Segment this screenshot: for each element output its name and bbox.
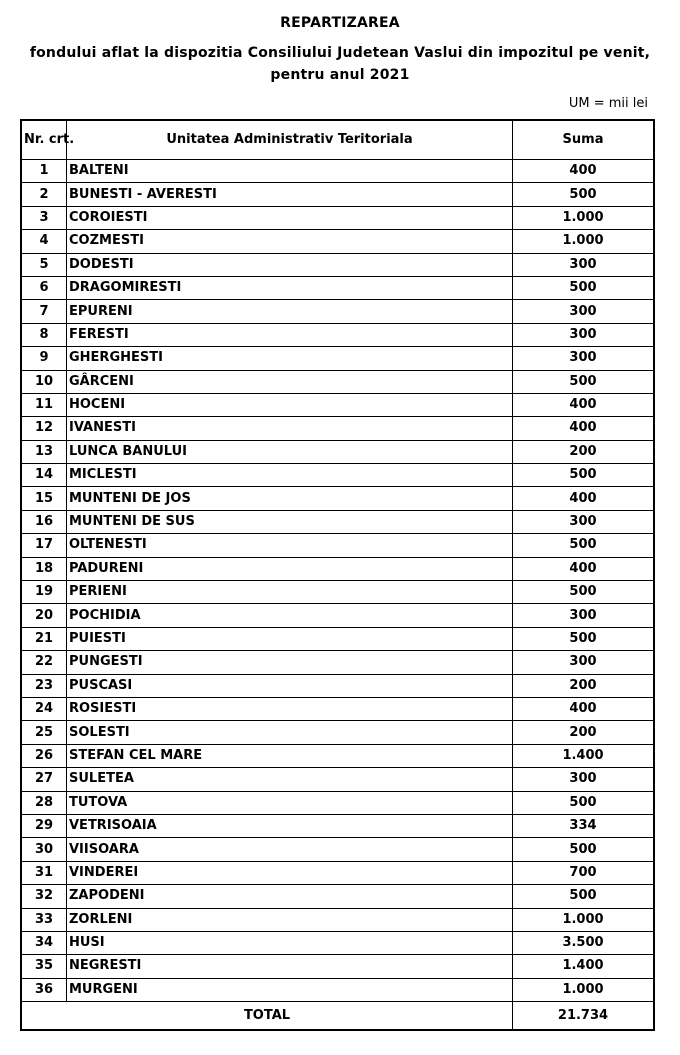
column-header-sum: Suma — [513, 120, 655, 160]
row-sum: 400 — [513, 487, 655, 510]
row-sum: 700 — [513, 861, 655, 884]
row-number: 34 — [21, 931, 67, 954]
document-subtitle-line1: fondului aflat la dispozitia Consiliului Judetean Vaslui din impozitul pe venit, — [29, 45, 651, 61]
table-row — [21, 721, 654, 744]
row-sum: 1.000 — [513, 230, 655, 253]
column-header-name: Unitatea Administrativ Teritoriala — [67, 120, 513, 160]
row-unit-name: PERIENI — [67, 581, 513, 604]
row-unit-name: VINDEREI — [67, 861, 513, 884]
row-unit-name: MUNTENI DE SUS — [67, 510, 513, 533]
row-number: 31 — [21, 861, 67, 884]
table-body — [21, 160, 654, 1031]
row-sum: 400 — [513, 160, 655, 183]
unit-note: UM = mii lei — [568, 96, 648, 111]
row-unit-name: HUSI — [67, 931, 513, 954]
table-row — [21, 651, 654, 674]
row-number: 33 — [21, 908, 67, 931]
row-sum: 500 — [513, 183, 655, 206]
table-row — [21, 487, 654, 510]
row-unit-name: DRAGOMIRESTI — [67, 276, 513, 299]
row-number: 1 — [21, 160, 67, 183]
row-number: 13 — [21, 440, 67, 463]
table-row — [21, 814, 654, 837]
row-sum: 500 — [513, 370, 655, 393]
row-sum: 500 — [513, 464, 655, 487]
row-number: 7 — [21, 300, 67, 323]
row-number: 25 — [21, 721, 67, 744]
row-unit-name: STEFAN CEL MARE — [67, 744, 513, 767]
row-sum: 1.000 — [513, 908, 655, 931]
row-unit-name: HOCENI — [67, 393, 513, 416]
row-sum: 1.000 — [513, 206, 655, 229]
row-number: 11 — [21, 393, 67, 416]
table-row — [21, 393, 654, 416]
row-number: 3 — [21, 206, 67, 229]
row-unit-name: GHERGHESTI — [67, 347, 513, 370]
row-sum: 300 — [513, 604, 655, 627]
table-row — [21, 206, 654, 229]
row-sum: 500 — [513, 838, 655, 861]
row-unit-name: BUNESTI - AVERESTI — [67, 183, 513, 206]
row-number: 6 — [21, 276, 67, 299]
table-row — [21, 838, 654, 861]
row-unit-name: OLTENESTI — [67, 534, 513, 557]
row-sum: 500 — [513, 791, 655, 814]
table-row — [21, 557, 654, 580]
document-subtitle-line2: pentru anul 2021 — [270, 67, 410, 83]
row-sum: 334 — [513, 814, 655, 837]
table-row — [21, 604, 654, 627]
row-unit-name: ZORLENI — [67, 908, 513, 931]
row-unit-name: MUNTENI DE JOS — [67, 487, 513, 510]
table-header-row — [21, 120, 654, 160]
row-unit-name: PUNGESTI — [67, 651, 513, 674]
row-unit-name: PUIESTI — [67, 627, 513, 650]
table-row — [21, 978, 654, 1001]
row-unit-name: IVANESTI — [67, 417, 513, 440]
row-sum: 200 — [513, 440, 655, 463]
row-number: 32 — [21, 885, 67, 908]
row-unit-name: MURGENI — [67, 978, 513, 1001]
table-row — [21, 908, 654, 931]
column-header-nr: Nr. crt. — [21, 120, 67, 160]
row-unit-name: COZMESTI — [67, 230, 513, 253]
row-sum: 300 — [513, 510, 655, 533]
table-row — [21, 160, 654, 183]
table-row — [21, 417, 654, 440]
row-sum: 500 — [513, 276, 655, 299]
row-unit-name: SOLESTI — [67, 721, 513, 744]
row-sum: 400 — [513, 697, 655, 720]
table-row — [21, 697, 654, 720]
row-unit-name: GÂRCENI — [67, 370, 513, 393]
table-row — [21, 183, 654, 206]
row-number: 26 — [21, 744, 67, 767]
row-number: 22 — [21, 651, 67, 674]
table-row — [21, 276, 654, 299]
row-number: 2 — [21, 183, 67, 206]
row-number: 15 — [21, 487, 67, 510]
row-sum: 300 — [513, 651, 655, 674]
table-row — [21, 791, 654, 814]
row-unit-name: SULETEA — [67, 768, 513, 791]
row-number: 35 — [21, 955, 67, 978]
row-number: 18 — [21, 557, 67, 580]
row-unit-name: VIISOARA — [67, 838, 513, 861]
row-number: 16 — [21, 510, 67, 533]
table-row — [21, 627, 654, 650]
row-number: 27 — [21, 768, 67, 791]
row-number: 5 — [21, 253, 67, 276]
row-sum: 200 — [513, 721, 655, 744]
row-number: 21 — [21, 627, 67, 650]
table-row — [21, 581, 654, 604]
table-row — [21, 744, 654, 767]
row-sum: 400 — [513, 557, 655, 580]
row-unit-name: MICLESTI — [67, 464, 513, 487]
row-sum: 400 — [513, 393, 655, 416]
table-row — [21, 464, 654, 487]
row-sum: 300 — [513, 253, 655, 276]
row-unit-name: VETRISOAIA — [67, 814, 513, 837]
table-row — [21, 885, 654, 908]
row-number: 14 — [21, 464, 67, 487]
allocation-table — [20, 119, 655, 1031]
row-sum: 1.400 — [513, 955, 655, 978]
total-label: TOTAL — [21, 1002, 513, 1031]
row-number: 9 — [21, 347, 67, 370]
row-number: 12 — [21, 417, 67, 440]
row-number: 29 — [21, 814, 67, 837]
row-number: 23 — [21, 674, 67, 697]
row-number: 24 — [21, 697, 67, 720]
row-unit-name: ROSIESTI — [67, 697, 513, 720]
table-row — [21, 955, 654, 978]
row-unit-name: PUSCASI — [67, 674, 513, 697]
row-number: 28 — [21, 791, 67, 814]
row-unit-name: COROIESTI — [67, 206, 513, 229]
table-total-row — [21, 1002, 654, 1031]
table-row — [21, 674, 654, 697]
row-sum: 300 — [513, 768, 655, 791]
row-sum: 300 — [513, 347, 655, 370]
table-row — [21, 347, 654, 370]
row-sum: 500 — [513, 885, 655, 908]
table-row — [21, 861, 654, 884]
row-unit-name: LUNCA BANULUI — [67, 440, 513, 463]
row-sum: 1.400 — [513, 744, 655, 767]
table-row — [21, 931, 654, 954]
table-row — [21, 534, 654, 557]
row-sum: 500 — [513, 581, 655, 604]
row-unit-name: NEGRESTI — [67, 955, 513, 978]
row-sum: 500 — [513, 534, 655, 557]
document-title: REPARTIZAREA — [280, 15, 400, 31]
row-number: 20 — [21, 604, 67, 627]
table-row — [21, 323, 654, 346]
row-number: 30 — [21, 838, 67, 861]
row-number: 8 — [21, 323, 67, 346]
row-unit-name: BALTENI — [67, 160, 513, 183]
row-unit-name: FERESTI — [67, 323, 513, 346]
table-row — [21, 370, 654, 393]
row-sum: 300 — [513, 323, 655, 346]
row-sum: 200 — [513, 674, 655, 697]
table-row — [21, 230, 654, 253]
row-sum: 3.500 — [513, 931, 655, 954]
row-sum: 300 — [513, 300, 655, 323]
row-number: 17 — [21, 534, 67, 557]
row-number: 4 — [21, 230, 67, 253]
row-sum: 500 — [513, 627, 655, 650]
row-unit-name: EPURENI — [67, 300, 513, 323]
row-unit-name: ZAPODENI — [67, 885, 513, 908]
table-row — [21, 510, 654, 533]
row-unit-name: DODESTI — [67, 253, 513, 276]
table-row — [21, 300, 654, 323]
row-number: 19 — [21, 581, 67, 604]
row-sum: 400 — [513, 417, 655, 440]
table-row — [21, 253, 654, 276]
table-row — [21, 440, 654, 463]
row-unit-name: TUTOVA — [67, 791, 513, 814]
row-number: 10 — [21, 370, 67, 393]
total-sum: 21.734 — [513, 1002, 655, 1031]
row-sum: 1.000 — [513, 978, 655, 1001]
row-unit-name: POCHIDIA — [67, 604, 513, 627]
table-row — [21, 768, 654, 791]
row-unit-name: PADURENI — [67, 557, 513, 580]
row-number: 36 — [21, 978, 67, 1001]
